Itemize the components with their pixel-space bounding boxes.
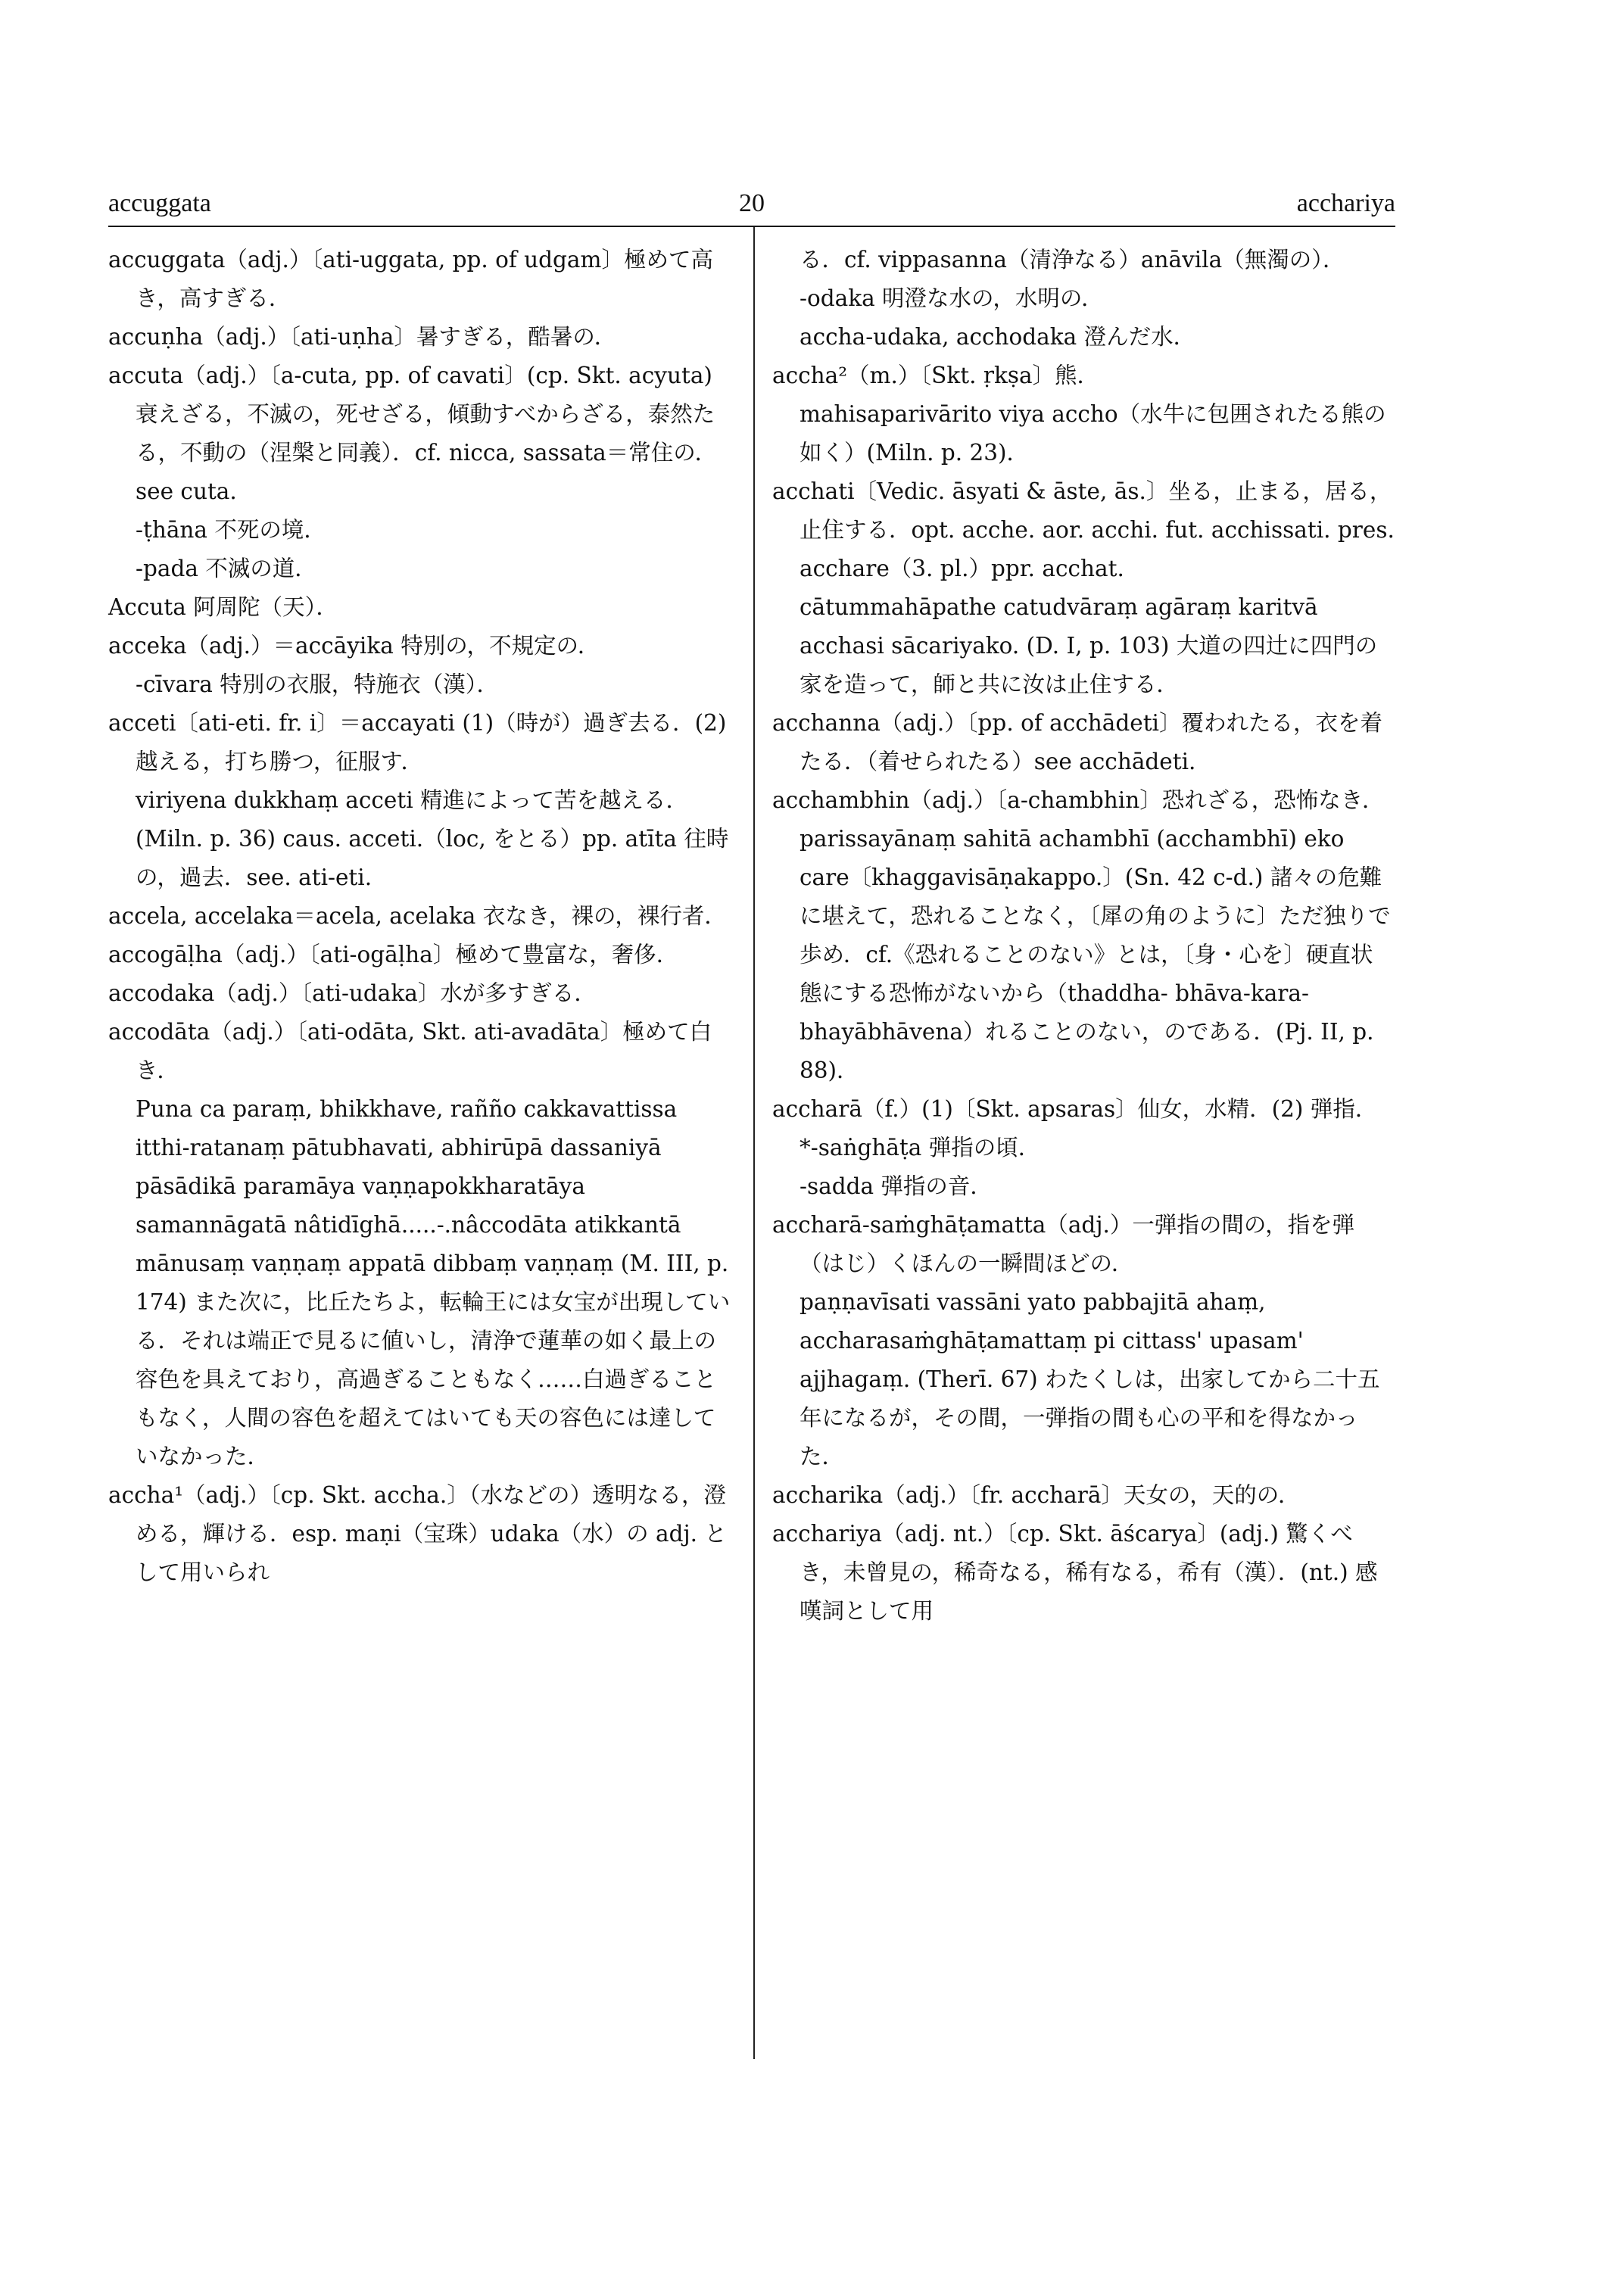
left-guide-word: accuggata (108, 189, 211, 217)
entry-acchati: acchati〔Vedic. āsyati & āste, ās.〕坐る，止まる，居る，止住する．opt. acche. aor. acchi. fut. acchissati. pres. acchare（3. pl.）ppr. acchat. (772, 478, 1395, 581)
example-accodata: Puna ca paraṃ, bhikkhave, rañño cakkavattissa itthi-ratanaṃ pātubhavati, abhirūpā dassaniyā pāsādikā paramāya vaṇṇapokkharatāya samannāgatā nâtidīghā.....-.nâccodāta atikkantā mānusaṃ vaṇṇaṃ appatā dibbaṃ vaṇṇaṃ (M. III, p. 174) また次に，比丘たちよ，転輪王には女宝が出現している．それは端正で見るに値いし，清浄で蓮華の如く最上の容色を具えており，高過ぎることもなく……白過ぎることもなく，人間の容色を超えてはいても天の容色には達していなかった． (136, 1096, 731, 1469)
right-column (772, 241, 1395, 1631)
entry-accunha: accuṇha（adj.）〔ati-uṇha〕暑すぎる，酷暑の． (108, 324, 617, 350)
entry-accuta-proper: Accuta 阿周陀（天）． (108, 594, 338, 620)
example-acceti: viriyena dukkhaṃ acceti 精進によって苦を越える．(Miln. p. 36) caus. acceti.（loc, をとる）pp. atīta 往時の，過去．see. ati-eti. (136, 787, 729, 890)
subentry-sadda: -sadda 弾指の音． (800, 1173, 993, 1199)
example-accharasamghatamatta: paṇṇavīsati vassāni yato pabbajitā ahaṃ, accharasaṁghāṭamattaṃ pi cittass' upasam' ajjhagaṃ. (Therī. 67) わたくしは，出家してから二十五年になるが，その間，一弾指の間も心の平和を得なかった． (800, 1289, 1380, 1469)
continuation-accha1: る．cf. vippasanna（清浄なる）anāvila（無濁の）． (800, 247, 1345, 273)
page-number: 20 (739, 189, 765, 217)
header-rule (108, 226, 1395, 227)
entry-accharika: accharika（adj.）〔fr. accharā〕天女の，天的の． (772, 1482, 1301, 1508)
entry-accogalha: accogāḷha（adj.）〔ati-ogāḷha〕極めて豊富な，奢侈． (108, 942, 679, 967)
subentry-pada: -pada 不滅の道． (136, 556, 317, 581)
column-divider (753, 227, 755, 2059)
entry-accha2: accha²（m.）〔Skt. ṛkṣa〕熊． (772, 363, 1100, 388)
entry-acchariya: acchariya（adj. nt.）〔cp. Skt. āścarya〕(adj.) 驚くべき，未曾見の，稀奇なる，稀有なる，希有（漢）．(nt.) 感嘆詞として用 (772, 1521, 1378, 1624)
right-guide-word: acchariya (1296, 189, 1395, 217)
entry-accha1: accha¹（adj.）〔cp. Skt. accha.〕（水などの）透明なる，澄める，輝ける．esp. maṇi（宝珠）udaka（水）の adj. として用いられ (108, 1482, 727, 1585)
entry-accodata: accodāta（adj.）〔ati-odāta, Skt. ati-avadāta〕極めて白き． (108, 1019, 712, 1083)
entry-acceka: acceka（adj.）＝accāyika 特別の，不規定の． (108, 633, 600, 659)
entry-acchambhin: acchambhin（adj.）〔a-chambhin〕恐れざる，恐怖なき． (772, 787, 1385, 813)
entry-acceti: acceti〔ati-eti. fr. i〕＝accayati (1)（時が）過ぎ去る．(2) 越える，打ち勝つ，征服す． (108, 710, 727, 774)
entry-accharasamghatamatta: accharā-saṁghāṭamatta（adj.）一弾指の間の，指を弾（はじ）くほんの一瞬間ほどの． (772, 1212, 1355, 1276)
example-acchati: cātummahāpathe catudvāraṃ agāraṃ karitvā acchasi sācariyako. (D. I, p. 103) 大道の四辻に四門の家を造って，師と共に汝は止住する． (800, 594, 1378, 697)
subentry-accha-udaka: accha-udaka, acchodaka 澄んだ水． (800, 324, 1196, 350)
entry-acchanna: acchanna（adj.）〔pp. of acchādeti〕覆われたる，衣を着たる．（着せられたる）see acchādeti. (772, 710, 1382, 774)
subentry-sanghata: *-saṅghāṭa 弾指の頃． (800, 1135, 1041, 1161)
entry-accharaa: accharā（f.）(1)〔Skt. apsaras〕仙女，水精．(2) 弾指． (772, 1096, 1378, 1122)
subentry-thana: -ṭhāna 不死の境． (136, 517, 326, 543)
entry-accodaka: accodaka（adj.）〔ati-udaka〕水が多すぎる． (108, 980, 597, 1006)
subentry-civara: -cīvara 特別の衣服，特施衣（漢）． (136, 671, 499, 697)
entry-accuta: accuta（adj.）〔a-cuta, pp. of cavati〕(cp. Skt. acyuta) 衰えざる，不滅の，死せざる，傾動すべからざる，泰然たる，不動の（涅槃と同義）．cf. nicca, sassata＝常住の．see cuta. (108, 363, 718, 504)
entry-accuggata: accuggata（adj.）〔ati-uggata, pp. of udgam〕極めて高き，高すぎる． (108, 247, 713, 311)
entry-accela: accela, accelaka＝acela, acelaka 衣なき，裸の，裸行者． (108, 903, 727, 929)
subentry-odaka: -odaka 明澄な水の，水明の． (800, 285, 1104, 311)
example-acchambhin: parissayānaṃ sahitā achambhī (acchambhī) eko care〔khaggavisāṇakappo.〕(Sn. 42 c-d.) 諸々の危難に堪えて，恐れることなく，〔犀の角のように〕ただ独りで歩め．cf.《恐れることのない》とは，〔身・心を〕硬直状態にする恐怖がないから（thaddha- bhāva-kara-bhayābhāvena）れることのない，のである．(Pj. II, p. 88)． (800, 826, 1391, 1083)
example-accha2: mahisaparivārito viya accho（水牛に包囲されたる熊の如く）(Miln. p. 23)． (800, 401, 1386, 466)
left-column (108, 241, 731, 1592)
